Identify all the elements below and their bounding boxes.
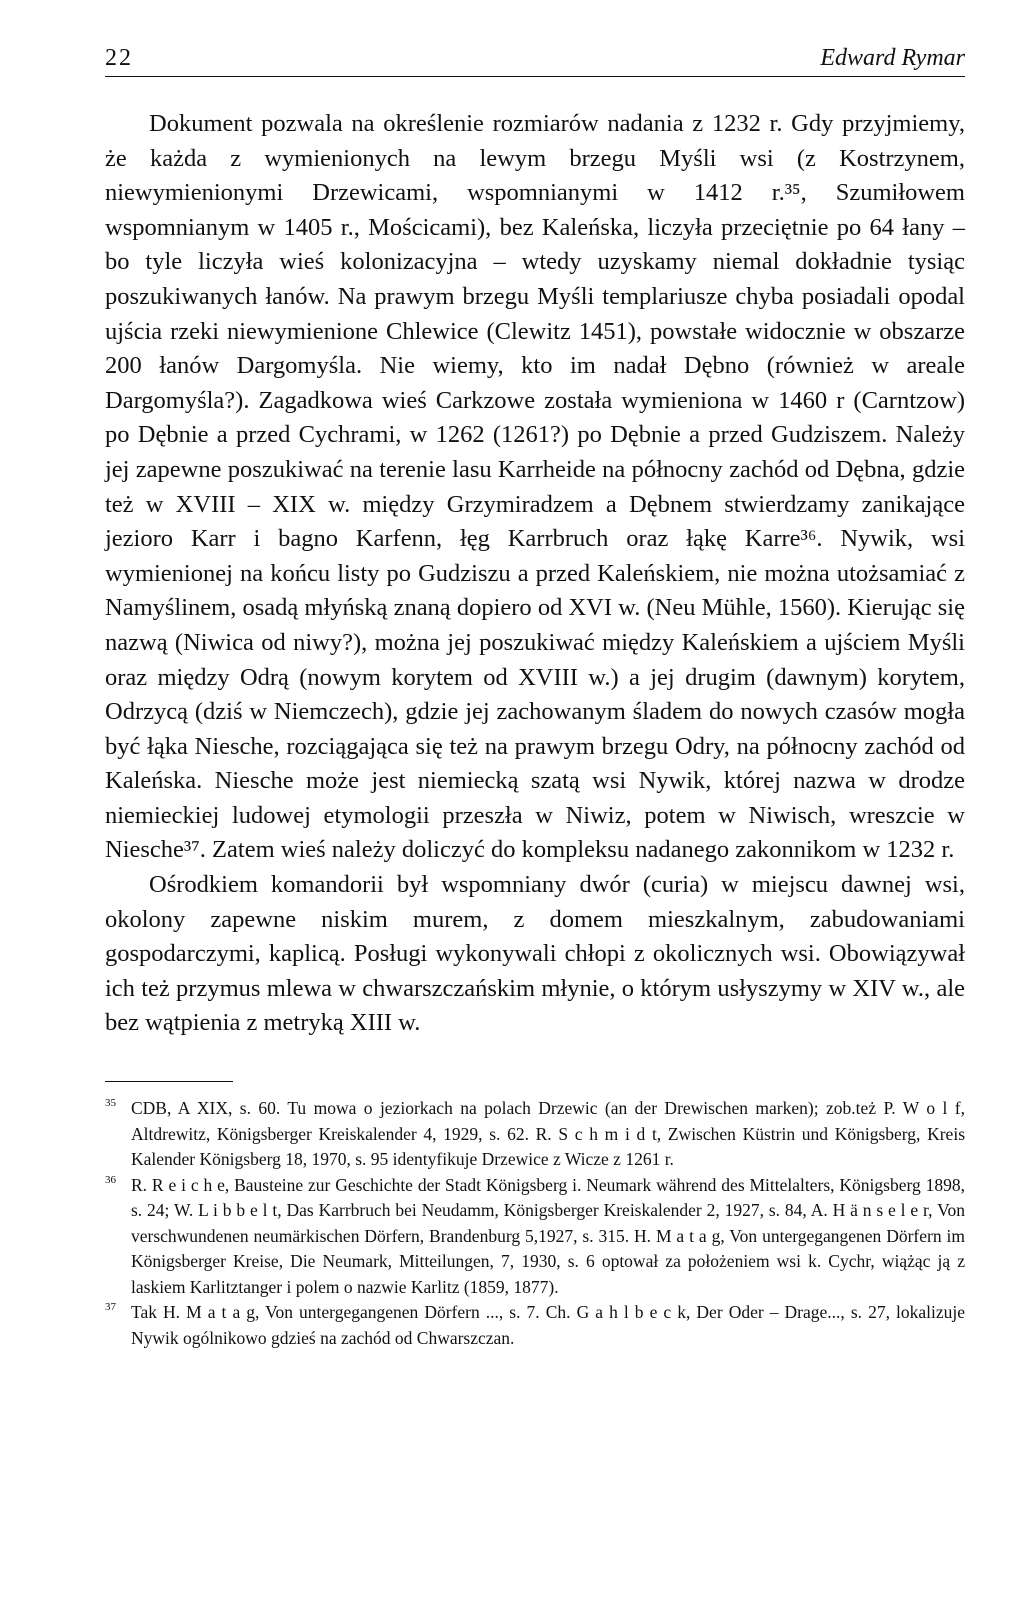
running-title: Edward Rymar: [820, 45, 965, 71]
paragraph: Dokument pozwala na określenie rozmiarów nadania z 1232 r. Gdy przyjmiemy, że każda z wymienionych na lewym brzegu Myśli wsi (z Kostrzynem, niewymienionymi Drzewicami, wspomnianymi w 1412 r.³⁵, Szumiłowem wspomnianym w 1405 r., Mościcami), bez Kaleńska, liczyła przeciętnie po 64 łany – bo tyle liczyła wieś kolonizacyjna – wtedy uzyskamy niemal dokładnie tysiąc poszukiwanych łanów. Na prawym brzegu Myśli templariusze chyba posiadali opodal ujścia rzeki niewymienione Chlewice (Clewitz 1451), powstałe widocznie w obszarze 200 łanów Dargomyśla. Nie wiemy, kto im nadał Dębno (również w areale Dargomyśla?). Zagadkowa wieś Carkzowe została wymieniona w 1460 r (Carntzow) po Dębnie a przed Cychrami, w 1262 (1261?) po Dębnie a przed Gudziszem. Należy jej zapewne poszukiwać na terenie lasu Karrheide na północny zachód od Dębna, gdzie też w XVIII – XIX w. między Grzymiradzem a Dębnem stwierdzamy zanikające jezioro Karr i bagno Karfenn, łęg Karrbruch oraz łąkę Karre³⁶. Nywik, wsi wymienionej na końcu listy po Gudziszu a przed Kaleńskiem, nie można utożsamiać z Namyślinem, osadą młyńską znaną dopiero od XVI w. (Neu Mühle, 1560). Kierując się nazwą (Niwica od niwy?), można jej poszukiwać między Kaleńskiem a ujściem Myśli oraz między Odrą (nowym korytem od XVIII w.) a jej drugim (dawnym) korytem, Odrzycą (dziś w Niemczech), gdzie jej zachowanym śladem do nowych czasów mogła być łąka Niesche, rozciągająca się też na prawym brzegu Odry, na północny zachód od Kaleńska. Niesche może jest niemiecką szatą wsi Nywik, której nazwa w drodze niemieckiej ludowej etymologii przeszła w Niwiz, potem w Niwisch, wreszcie w Niesche³⁷. Zatem wieś należy doliczyć do kompleksu nadanego zakonnikom w 1232 r.: [105, 110, 965, 864]
main-text: [105, 107, 965, 1041]
footnote: [105, 1096, 965, 1173]
footnotes: [105, 1096, 965, 1351]
paragraph: Ośrodkiem komandorii był wspomniany dwór (curia) w miejscu dawnej wsi, okolony zapewne niskim murem, z domem mieszkalnym, zabudowaniami gospodarczymi, kaplicą. Posługi wykonywali chłopi z okolicznych wsi. Obowiązywał ich też przymus mlewa w chwarszczańskim młynie, o którym usłyszymy w XIV w., ale bez wątpienia z metryką XIII w.: [105, 871, 965, 1037]
footnote-text: CDB, A XIX, s. 60. Tu mowa o jeziorkach na polach Drzewic (an der Drewischen marken); zob.też P. W o l f, Altdrewitz, Königsberger Kreiskalender 4, 1929, s. 62. R. S c h m i d t, Zwischen Küstrin und Königsberg, Kreis Kalender Königsberg 18, 1970, s. 95 identyfikuje Drzewice z Wicze z 1261 r.: [131, 1098, 965, 1170]
page-header: [105, 42, 965, 77]
footnote-number: 36: [105, 1173, 116, 1186]
footnote: [105, 1300, 965, 1351]
footnote-text: Tak H. M a t a g, Von untergegangenen Dörfern ..., s. 7. Ch. G a h l b e c k, Der Oder – Drage..., s. 27, lokalizuje Nywik ogólnikowo gdzieś na zachód od Chwarszczan.: [131, 1302, 965, 1348]
footnote-text: R. R e i c h e, Bausteine zur Geschichte der Stadt Königsberg i. Neumark während des Mittelalters, Königsberg 1898, s. 24; W. L i b b e l t, Das Karrbruch bei Neudamm, Königsberger Kreiskalender 2, 1927, s. 84, A. H ä n s e l e r, Von verschwundenen neumärkischen Dörfern, Brandenburg 5,1927, s. 315. H. M a t a g, Von untergegangenen Dörfern im Königsberger Kreise, Die Neumark, Mitteilungen, 7, 1930, s. 6 optował za położeniem wsi k. Cychr, wiążąc ją z laskiem Karlitztanger i polem o nazwie Karlitz (1859, 1877).: [131, 1174, 965, 1297]
book-page: [105, 42, 965, 1351]
page-number: 22: [105, 45, 133, 71]
footnote-divider: [105, 1081, 233, 1082]
footnote: [105, 1173, 965, 1301]
footnote-number: 37: [105, 1301, 116, 1314]
footnote-number: 35: [105, 1097, 116, 1110]
